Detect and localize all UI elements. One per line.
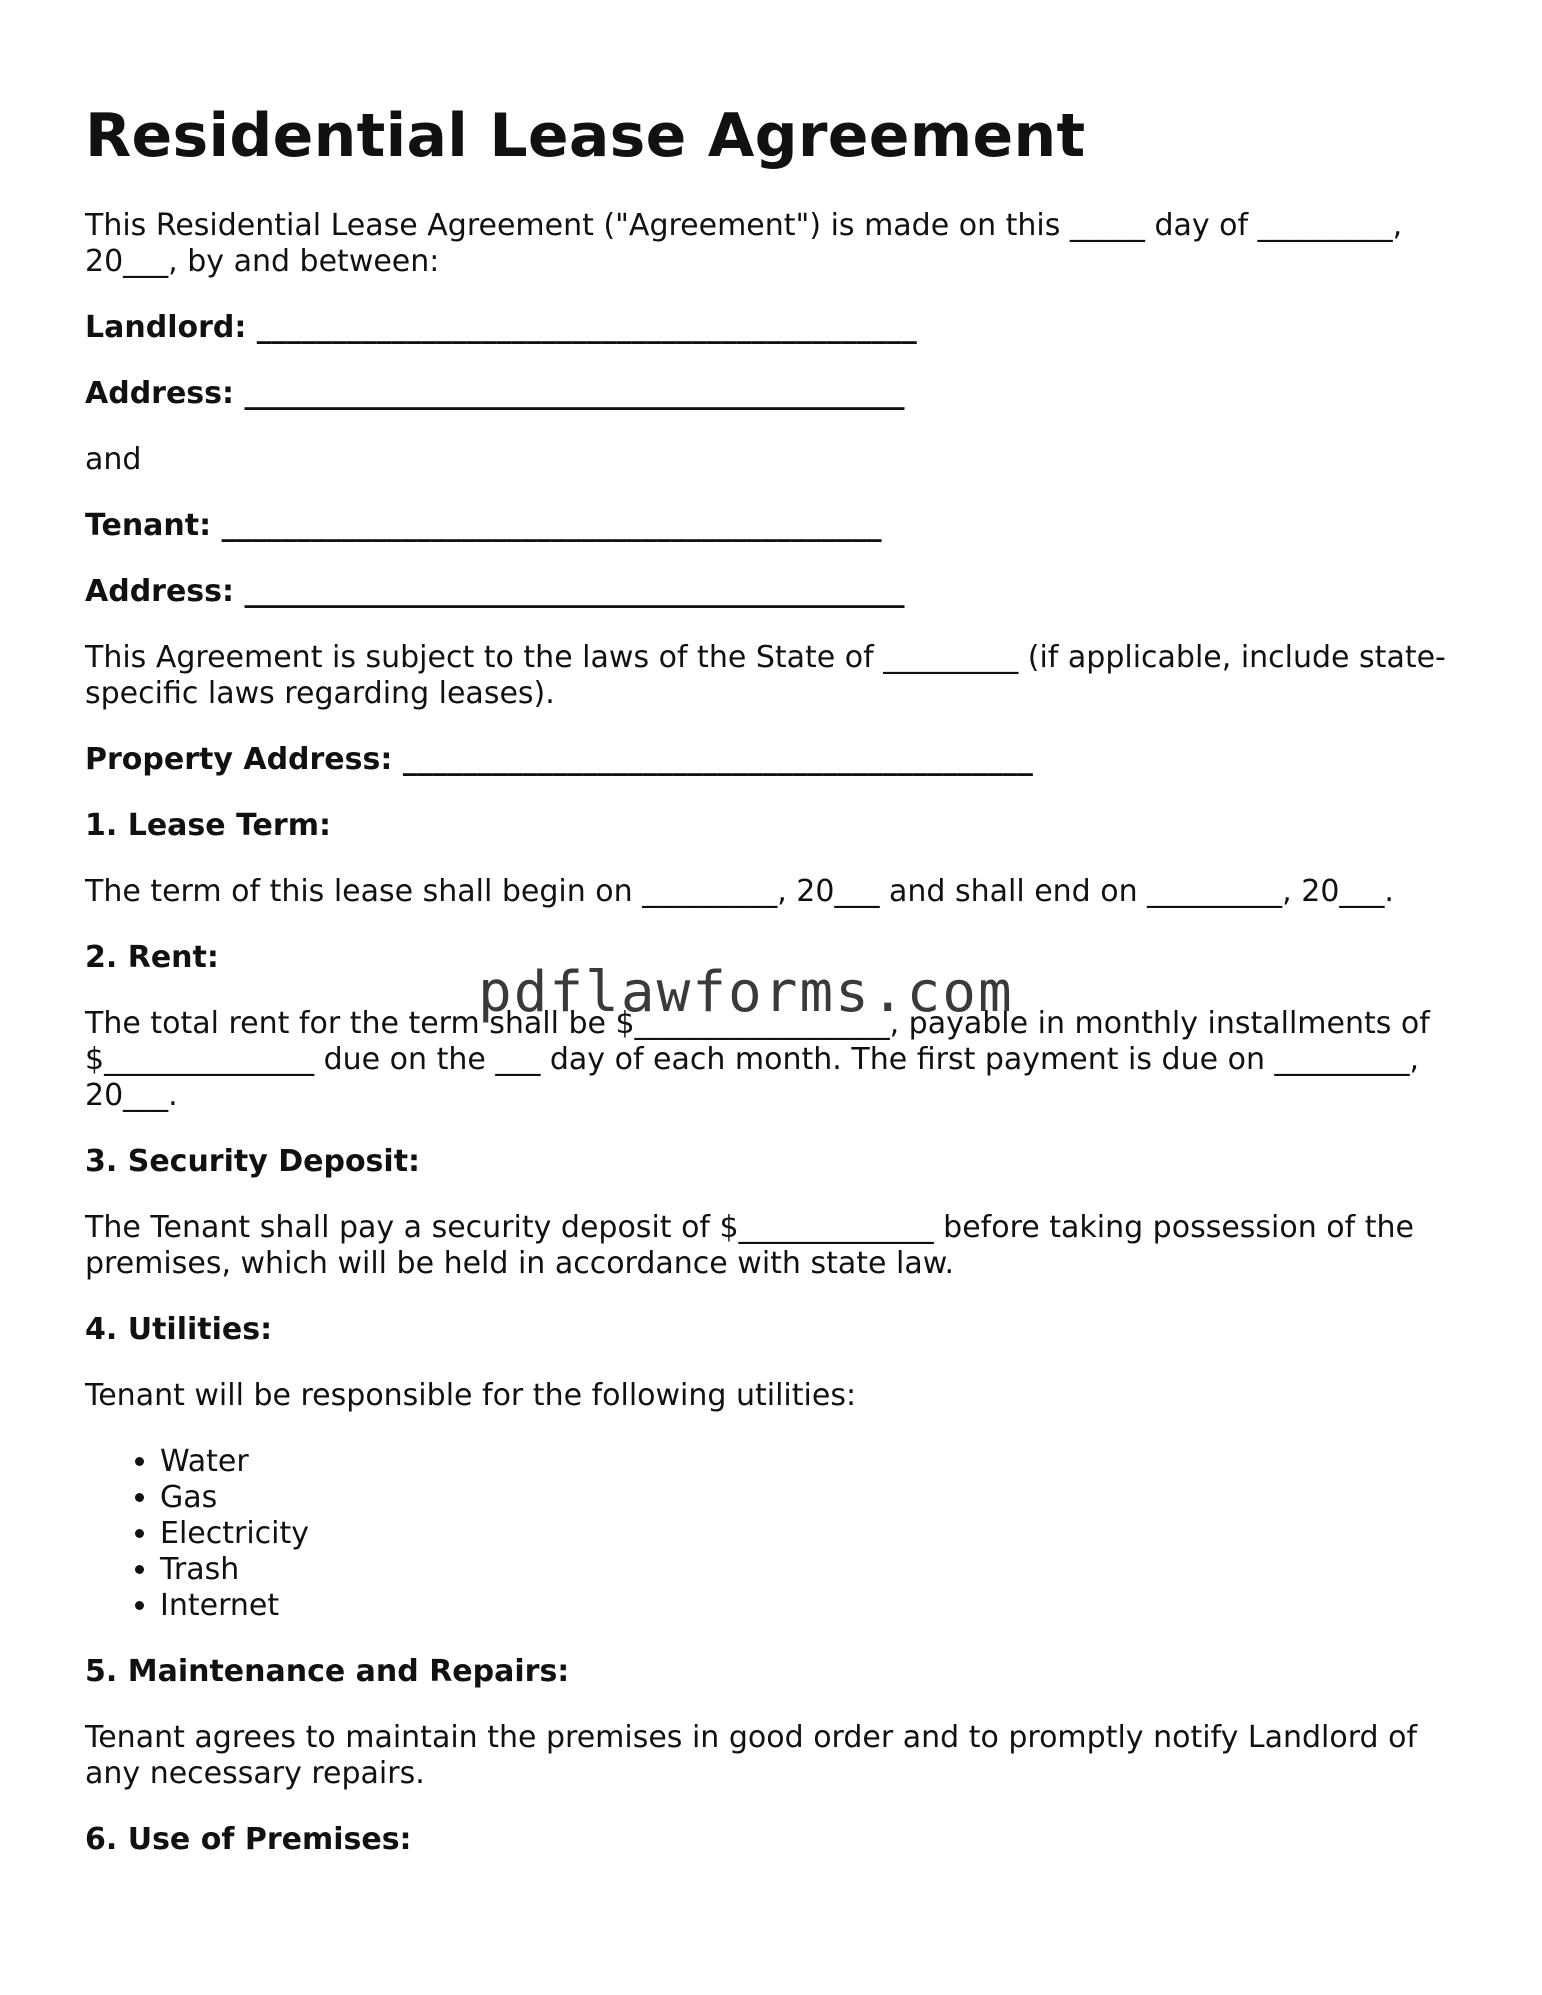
list-item: • Gas — [160, 1480, 1465, 1516]
section-body-maintenance: Tenant agrees to maintain the premises in good order and to promptly notify Landlord of any necessary repairs. — [85, 1720, 1418, 1791]
section-heading-security-deposit: 3. Security Deposit: — [85, 1144, 421, 1179]
tenant-address-line: Address: ____________________________________________ — [85, 574, 905, 609]
document-title: Residential Lease Agreement — [85, 101, 1086, 171]
list-item: • Trash — [160, 1552, 1465, 1588]
list-item: • Water — [160, 1444, 1465, 1480]
watermark: pdflawforms.com — [478, 960, 1014, 1025]
section-heading-maintenance: 5. Maintenance and Repairs: — [85, 1654, 570, 1689]
section-body-rent: The total rent for the term shall be $_________________, payable in monthly installments of $______________ due on the ___ day of each month. The first payment is due on _________, 20___. — [85, 1006, 1430, 1113]
tenant-line: Tenant: ____________________________________________ — [85, 508, 882, 543]
section-heading-lease-term: 1. Lease Term: — [85, 808, 331, 843]
utilities-list — [85, 1444, 1465, 1624]
section-body-security-deposit: The Tenant shall pay a security deposit of $_____________ before taking possession of the premises, which will be held in accordance with state law. — [85, 1210, 1414, 1281]
and-text: and — [85, 442, 142, 477]
section-body-lease-term: The term of this lease shall begin on _________, 20___ and shall end on _________, 20___. — [85, 874, 1394, 909]
property-address-line: Property Address: __________________________________________ — [85, 742, 1033, 777]
landlord-line: Landlord: ____________________________________________ — [85, 310, 917, 345]
intro-paragraph: This Residential Lease Agreement ("Agreement") is made on this _____ day of _________, 20___, by and between: — [85, 208, 1403, 279]
section-body-utilities: Tenant will be responsible for the following utilities: — [85, 1378, 857, 1413]
list-item: • Internet — [160, 1588, 1465, 1624]
landlord-address-line: Address: ____________________________________________ — [85, 376, 905, 411]
section-heading-use-of-premises: 6. Use of Premises: — [85, 1822, 412, 1857]
section-heading-utilities: 4. Utilities: — [85, 1312, 273, 1347]
section-heading-rent: 2. Rent: — [85, 940, 219, 975]
state-laws-paragraph: This Agreement is subject to the laws of the State of _________ (if applicable, include state-specific laws regarding leases). — [85, 640, 1446, 711]
list-item: • Electricity — [160, 1516, 1465, 1552]
